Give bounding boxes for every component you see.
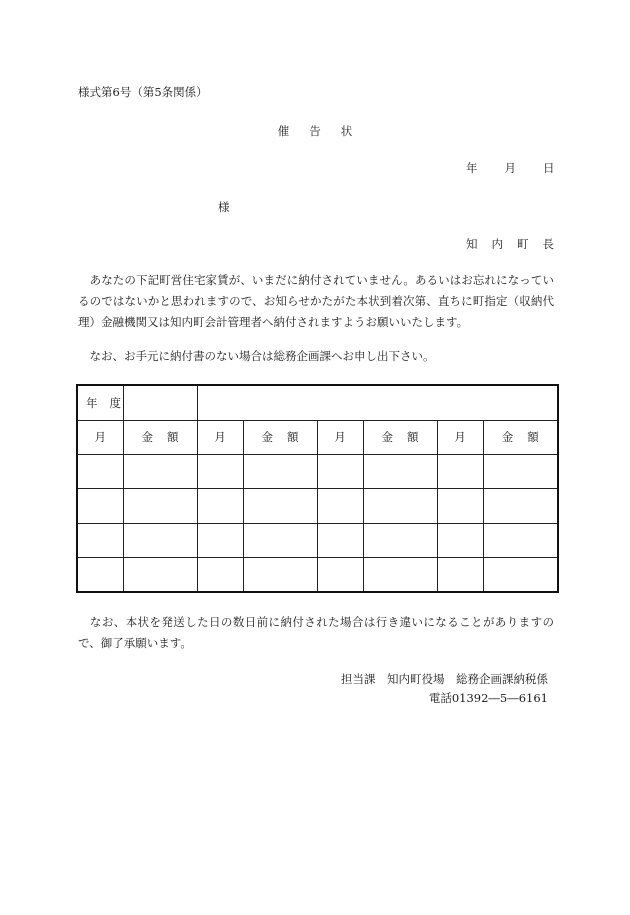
month-cell bbox=[197, 489, 243, 523]
amount-cell bbox=[123, 523, 197, 557]
amount-header-char: 金 bbox=[141, 430, 153, 445]
month-cell bbox=[317, 489, 363, 523]
month-cell bbox=[77, 455, 123, 489]
amount-header bbox=[123, 420, 197, 454]
fiscal-year-blank bbox=[197, 385, 558, 420]
amount-header bbox=[483, 420, 558, 454]
month-header: 月 bbox=[197, 420, 243, 454]
month-cell bbox=[77, 523, 123, 557]
issuer-title bbox=[466, 236, 554, 252]
column-header-row bbox=[77, 420, 558, 454]
form-number: 様式第6号（第5条関係） bbox=[78, 85, 208, 99]
table-row bbox=[77, 523, 558, 557]
amount-cell bbox=[123, 455, 197, 489]
month-cell bbox=[77, 558, 123, 592]
fiscal-year-char: 度 bbox=[109, 395, 121, 410]
amount-cell bbox=[483, 455, 558, 489]
amount-cell bbox=[363, 455, 437, 489]
amount-cell bbox=[243, 489, 317, 523]
month-cell bbox=[437, 455, 483, 489]
amount-cell bbox=[123, 489, 197, 523]
amount-cell bbox=[243, 558, 317, 592]
issuer-char: 長 bbox=[542, 237, 554, 251]
month-cell bbox=[197, 523, 243, 557]
month-cell bbox=[77, 489, 123, 523]
amount-header-char: 額 bbox=[167, 430, 179, 445]
table-row bbox=[77, 455, 558, 489]
table-row bbox=[77, 558, 558, 592]
amount-cell bbox=[363, 523, 437, 557]
amount-header-char: 額 bbox=[527, 430, 539, 445]
date-line bbox=[466, 160, 555, 176]
date-day-label: 日 bbox=[543, 161, 555, 175]
amount-header-char: 額 bbox=[407, 430, 419, 445]
month-cell bbox=[317, 455, 363, 489]
month-cell bbox=[317, 523, 363, 557]
amount-cell bbox=[483, 523, 558, 557]
guidance-paragraph: なお、お手元に納付書のない場合は総務企画課へお申し出下さい。 bbox=[78, 349, 435, 363]
month-cell bbox=[197, 455, 243, 489]
amount-cell bbox=[483, 558, 558, 592]
issuer-char: 町 bbox=[517, 237, 529, 251]
notice-paragraph: あなたの下記町営住宅家賃が、いまだに納付されていません。あるいはお忘れになっているのではないかと思われますので、お知らせかたがた本状到着次第、直ちに町指定（収納代理）金融機関又は知内町会計管理者へ納付されますようお願いいたします。 bbox=[78, 273, 554, 329]
amount-header-char: 額 bbox=[287, 430, 299, 445]
month-header: 月 bbox=[437, 420, 483, 454]
addressee-suffix: 様 bbox=[218, 200, 230, 214]
title-char: 告 bbox=[309, 124, 321, 138]
amount-header-char: 金 bbox=[501, 430, 514, 445]
title-char: 催 bbox=[277, 124, 290, 138]
document-title bbox=[0, 123, 630, 139]
date-month-label: 月 bbox=[504, 161, 516, 175]
fiscal-year-value bbox=[123, 385, 197, 420]
fiscal-year-label bbox=[77, 385, 123, 420]
amount-cell bbox=[483, 489, 558, 523]
payment-table bbox=[76, 384, 559, 593]
month-cell bbox=[437, 489, 483, 523]
month-cell bbox=[197, 558, 243, 592]
fiscal-year-row bbox=[77, 385, 558, 420]
issuer-char: 知 bbox=[466, 237, 478, 251]
month-cell bbox=[437, 523, 483, 557]
month-cell bbox=[437, 558, 483, 592]
title-char: 状 bbox=[340, 124, 353, 138]
fiscal-year-char: 年 bbox=[86, 395, 98, 410]
amount-header-char: 金 bbox=[381, 430, 393, 445]
amount-cell bbox=[363, 489, 437, 523]
amount-header-char: 金 bbox=[261, 430, 273, 445]
amount-cell bbox=[123, 558, 197, 592]
table-row bbox=[77, 489, 558, 523]
month-cell bbox=[317, 558, 363, 592]
contact-phone: 電話01392―5―6161 bbox=[428, 691, 548, 705]
month-header: 月 bbox=[317, 420, 363, 454]
date-year-label: 年 bbox=[466, 161, 478, 175]
late-payment-note: なお、本状を発送した日の数日前に納付された場合は行き違いになることがありますので、御了承願います。 bbox=[78, 615, 554, 650]
contact-department: 担当課 知内町役場 総務企画課納税係 bbox=[341, 672, 548, 686]
amount-header bbox=[243, 420, 317, 454]
amount-cell bbox=[363, 558, 437, 592]
month-header: 月 bbox=[77, 420, 123, 454]
amount-cell bbox=[243, 523, 317, 557]
amount-header bbox=[363, 420, 437, 454]
issuer-char: 内 bbox=[491, 237, 503, 251]
amount-cell bbox=[243, 455, 317, 489]
